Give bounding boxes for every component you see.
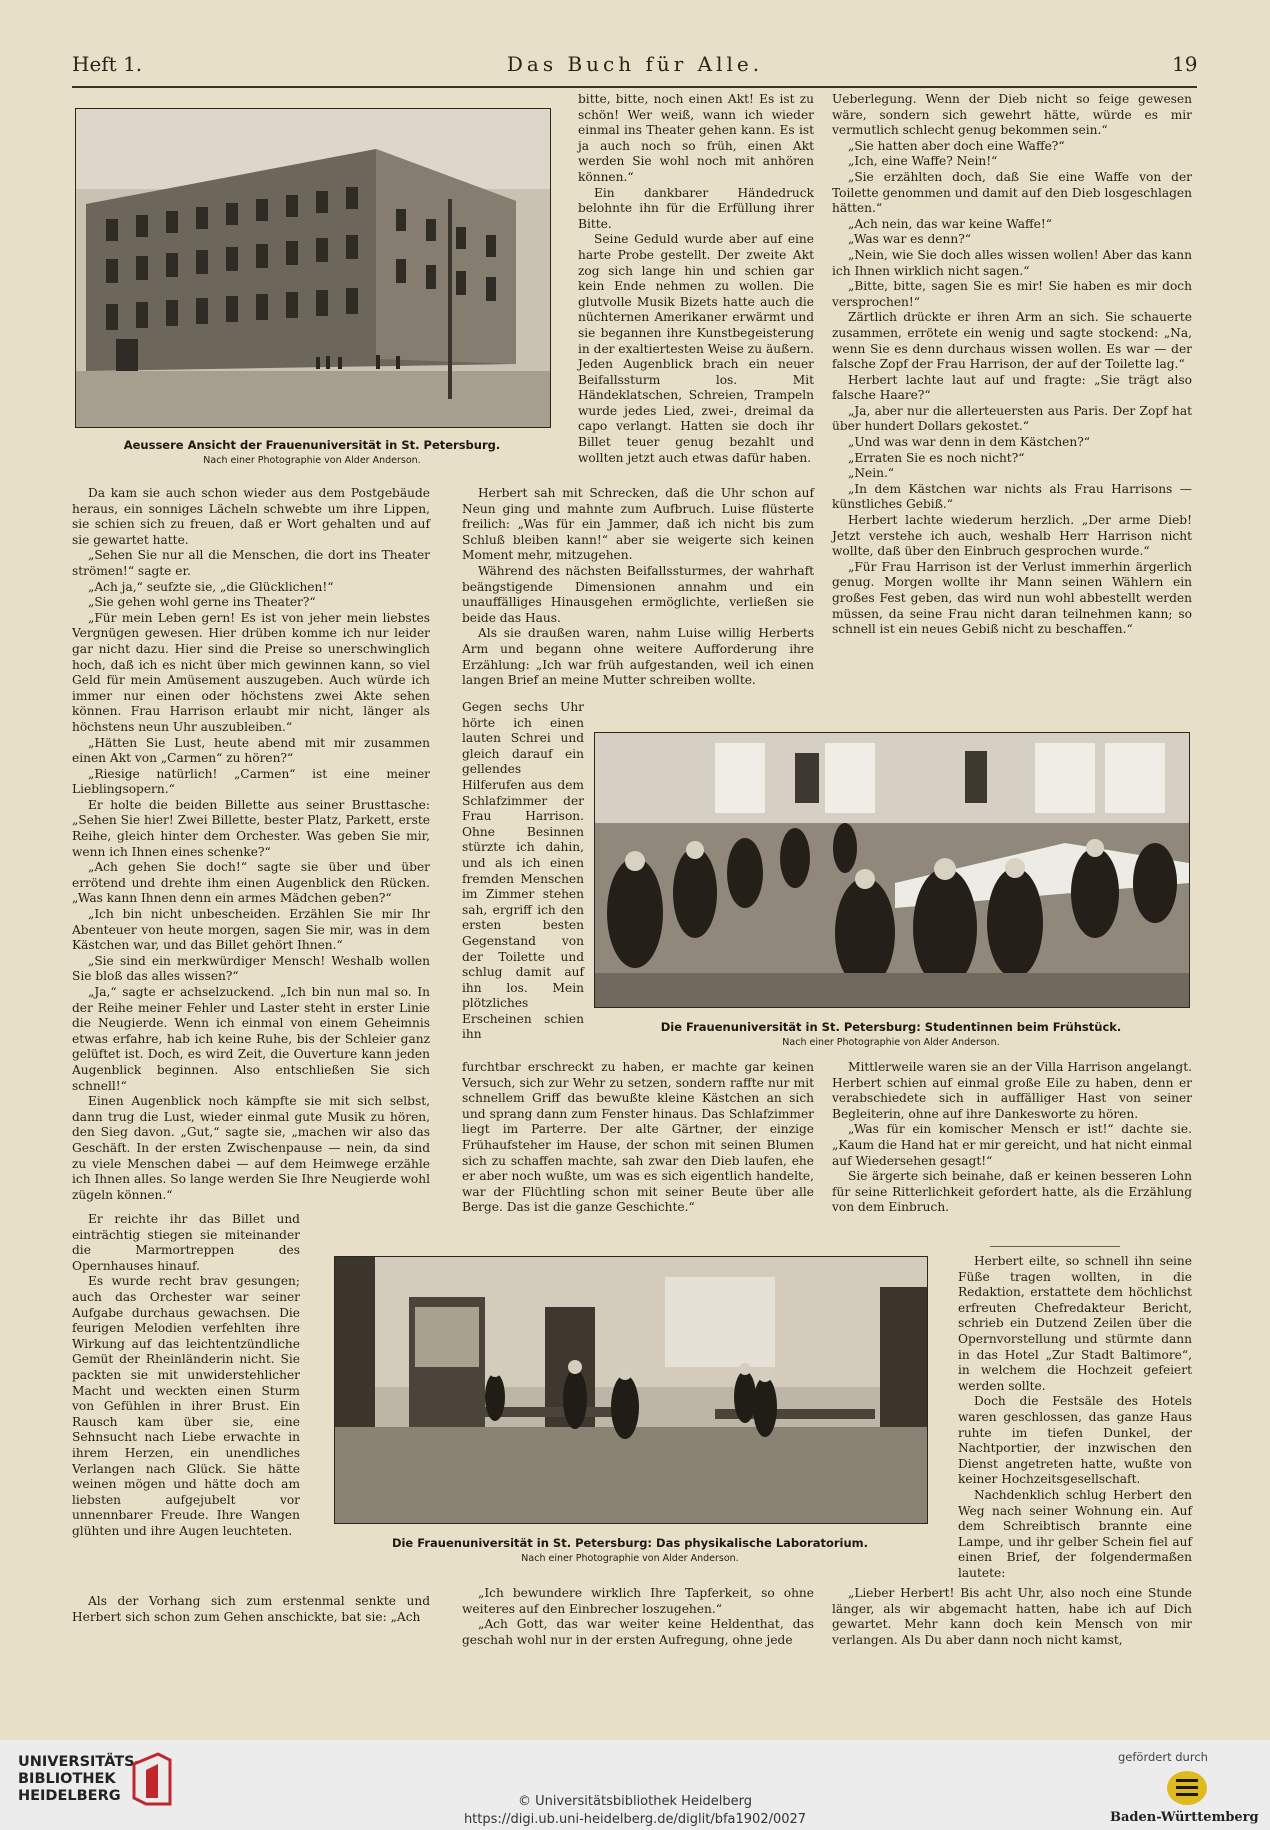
paragraph: „Ach gehen Sie doch!“ sagte sie über und über errötend und drehte ihm einen Augenblick den Rücken. „Was kann Ihnen denn ein armes Mädchen geben?“ xyxy=(72,860,430,906)
photo-exterior xyxy=(75,108,551,428)
paragraph: bitte, bitte, noch einen Akt! Es ist zu schön! Wer weiß, wann ich wieder einmal ins Theater gehen kann. Es ist ja auch noch so früh, einen Akt werden Sie wohl noch mit anhören können.“ xyxy=(578,92,814,184)
column-3-top xyxy=(832,92,1192,692)
caption-breakfast-title: Die Frauenuniversität in St. Petersburg: Studentinnen beim Frühstück. xyxy=(660,1020,1122,1034)
paragraph: Als der Vorhang sich zum erstenmal senkte und Herbert sich schon zum Gehen anschickte, bat sie: „Ach xyxy=(72,1594,430,1624)
caption-exterior-title: Aeussere Ansicht der Frauenuniversität in St. Petersburg. xyxy=(123,438,501,452)
library-name-line: BIBLIOTHEK xyxy=(18,1771,116,1787)
paragraph: „Sie hatten aber doch eine Waffe?“ xyxy=(848,138,1065,153)
caption-exterior xyxy=(75,438,549,466)
photo-breakfast xyxy=(594,732,1190,1008)
section-divider xyxy=(990,1246,1120,1247)
caption-breakfast xyxy=(594,1020,1188,1048)
paragraph: Herbert lachte laut auf und fragte: „Sie trägt also falsche Haare?“ xyxy=(832,372,1192,403)
copyright-notice: © Universitätsbibliothek Heidelberg xyxy=(517,1794,752,1809)
paragraph: Ein dankbarer Händedruck belohnte ihn für die Erfüllung ihrer Bitte. xyxy=(578,185,814,231)
journal-title: Das Buch für Alle. xyxy=(506,52,764,76)
paragraph: „Für Frau Harrison ist der Verlust immerhin ärgerlich genug. Morgen wollte ihr Mann seinen Wählern ein großes Fest geben, das wird nun wohl abbestellt werden müssen, da seine Frau nicht daran teilnehmen kann; so schnell ist ein neues Gebiß nicht zu beschaffen.“ xyxy=(832,559,1192,637)
paragraph: „Riesige natürlich! „Carmen“ ist eine meiner Lieblingsopern.“ xyxy=(72,766,430,797)
paragraph: „Ach Gott, das war weiter keine Heldenthat, das geschah wohl nur in der ersten Aufregung, ohne jede xyxy=(462,1617,814,1647)
paragraph: „Hätten Sie Lust, heute abend mit mir zusammen einen Akt von „Carmen“ zu hören?“ xyxy=(72,735,430,766)
paragraph: Gegen sechs Uhr hörte ich einen lauten Schrei und gleich darauf ein gellendes Hilferufen aus dem Schlafzimmer der Frau Harrison. Ohne Besinnen stürzte ich dahin, und als ich einen fremden Menschen im Zimmer stehen sah, ergriff ich den ersten besten Gegenstand von der Toilette und schlug damit auf ihn los. Mein plötzliches Erscheinen schien ihn xyxy=(462,700,584,1042)
funded-by-label: gefördert durch xyxy=(1118,1750,1208,1764)
column-2-lower xyxy=(462,1060,814,1220)
baden-wuerttemberg-seal-icon xyxy=(1158,1768,1216,1808)
library-name-line: UNIVERSITÄTS- xyxy=(18,1754,141,1770)
paragraph: „Und was war denn in dem Kästchen?“ xyxy=(848,435,1091,450)
paragraph: „Was für ein komischer Mensch er ist!“ dachte sie. „Kaum die Hand hat er mir gereicht, und hat nicht einmal auf Wiedersehen gesagt!“ xyxy=(832,1122,1192,1168)
source-url-link[interactable]: https://digi.ub.uni-heidelberg.de/diglit/bfa1902/0027 xyxy=(463,1812,807,1827)
paragraph: Ueberlegung. Wenn der Dieb nicht so feige gewesen wäre, sondern sich gewehrt hätte, würde es mir vermutlich schlecht genug bekommen sein.“ xyxy=(832,92,1192,138)
paragraph: Sie ärgerte sich beinahe, daß er keinen besseren Lohn für seine Ritterlichkeit gefordert hatte, als die Erzählung von dem Einbruch. xyxy=(832,1169,1192,1215)
paragraph: Da kam sie auch schon wieder aus dem Postgebäude heraus, ein sonniges Lächeln schwebte um ihre Lippen, sie schien sich zu freuen, daß er Wort gehalten und auf sie gewartet hatte. xyxy=(72,486,430,547)
paragraph: Nachdenklich schlug Herbert den Weg nach seiner Wohnung ein. Auf dem Schreibtisch brannte eine Lampe, und ihr gelber Schein fiel auf einen Brief, der folgendermaßen lautete: xyxy=(958,1487,1192,1580)
paragraph: „Ach nein, das war keine Waffe!“ xyxy=(848,216,1052,231)
column-3-bottom xyxy=(832,1586,1192,1662)
caption-laboratory-title: Die Frauenuniversität in St. Petersburg: Das physikalische Laboratorium. xyxy=(391,1536,869,1550)
caption-laboratory-credit: Nach einer Photographie von Alder Anderson. xyxy=(521,1553,739,1564)
paragraph: Während des nächsten Beifallssturmes, der wahrhaft beängstigende Dimensionen annahm und ein unauffälliges Hinausgehen ermöglichte, verließen sie beide das Haus. xyxy=(462,563,814,625)
paragraph: „Sie sind ein merkwürdiger Mensch! Weshalb wollen Sie bloß das alles wissen?“ xyxy=(72,953,430,984)
column-1-narrow xyxy=(72,1212,300,1542)
funder-name: Baden-Württemberg xyxy=(1110,1810,1259,1825)
paragraph: „Ja, aber nur die allerteuersten aus Paris. Der Zopf hat über hundert Dollars gekostet.“ xyxy=(832,403,1192,434)
paragraph: „Bitte, bitte, sagen Sie es mir! Sie haben es mir doch versprochen!“ xyxy=(832,279,1192,309)
paragraph: „Für mein Leben gern! Es ist von jeher mein liebstes Vergnügen gewesen. Hier drüben komme ich nur leider gar nicht dazu. Hier sind die Preise so unerschwinglich hoch, daß ich es nicht über mich gewinnen kann, so viel Geld für mein Amüsement auszugeben. Auch würde ich immer nur einen oder höchstens zwei Akte sehen können. Frau Harrison erlaubt mir nicht, länger als höchstens neun Uhr auszubleiben.“ xyxy=(72,610,430,734)
column-2-top xyxy=(578,92,814,482)
library-name-line: HEIDELBERG xyxy=(18,1788,121,1804)
paragraph: Als sie draußen waren, nahm Luise willig Herberts Arm und begann ohne weitere Aufforderung ihre Erzählung: „Ich war früh aufgestanden, weil ich einen langen Brief an meine Mutter schreiben wollte. xyxy=(462,626,814,688)
header-rule xyxy=(72,86,1197,88)
paragraph: Herbert lachte wiederum herzlich. „Der arme Dieb! Jetzt verstehe ich auch, weshalb Herr Harrison nicht wollte, daß über den Einbruch gesprochen wurde.“ xyxy=(832,513,1192,559)
paragraph: „Sehen Sie nur all die Menschen, die dort ins Theater strömen!“ sagte er. xyxy=(72,548,430,578)
paragraph: „Erraten Sie es noch nicht?“ xyxy=(848,450,1025,465)
column-1-bottom xyxy=(72,1594,430,1660)
paragraph: „Sie gehen wohl gerne ins Theater?“ xyxy=(88,595,316,610)
paragraph: „Ich bin nicht unbescheiden. Erzählen Sie mir Ihr Abenteuer von heute morgen, sagen Sie mir, was in dem Kästchen war, und das Billet gehört Ihnen.“ xyxy=(72,907,430,953)
paragraph: „Nein.“ xyxy=(848,466,895,481)
caption-laboratory xyxy=(334,1536,926,1564)
paragraph: „Ach ja,“ seufzte sie, „die Glücklichen!“ xyxy=(88,579,334,594)
paragraph: „In dem Kästchen war nichts als Frau Harrisons — künstliches Gebiß.“ xyxy=(832,481,1192,512)
paragraph: „Ich bewundere wirklich Ihre Tapferkeit, so ohne weiteres auf den Einbrecher loszugehen.“ xyxy=(462,1586,814,1616)
library-footer xyxy=(0,1740,1270,1830)
caption-breakfast-credit: Nach einer Photographie von Alder Anderson. xyxy=(782,1037,1000,1048)
paragraph: Herbert sah mit Schrecken, daß die Uhr schon auf Neun ging und mahnte zum Aufbruch. Luise flüsterte freilich: „Was für ein Jammer, daß ich nicht bis zum Schluß bleiben kann!“ aber sie weigerte sich keinen Moment mehr, mitzugehen. xyxy=(462,486,814,563)
paragraph: Mittlerweile waren sie an der Villa Harrison angelangt. Herbert schien auf einmal große Eile zu haben, denn er verabschiedete sich in auffälliger Hast von seiner Begleiterin, ohne auf ihre Dankesworte zu hören. xyxy=(832,1060,1192,1121)
column-2-middle xyxy=(462,486,814,696)
paragraph: Er holte die beiden Billette aus seiner Brusttasche: „Sehen Sie hier! Zwei Billette, bester Platz, Parkett, erste Reihe, gleich hinter dem Orchester. Was geben Sie mir, wenn ich Ihnen eines schenke?“ xyxy=(72,797,430,859)
paragraph: „Lieber Herbert! Bis acht Uhr, also noch eine Stunde länger, als wir abgemacht hatten, habe ich auf Dich gewartet. Mehr kann doch kein Mensch von mir verlangen. Als Du aber dann noch nicht kamst, xyxy=(832,1586,1192,1647)
photo-laboratory xyxy=(334,1256,928,1524)
column-3-narrow xyxy=(958,1254,1192,1580)
paragraph: Er reichte ihr das Billet und einträchtig stiegen sie miteinander die Marmortreppen des Opernhauses hinauf. xyxy=(72,1212,300,1273)
column-1-upper xyxy=(72,486,430,1208)
paragraph: Doch die Festsäle des Hotels waren geschlossen, das ganze Haus ruhte im tiefen Dunkel, der Nachtportier, der inzwischen den Dienst angetreten hatte, wußte von keiner Hochzeitsgesellschaft. xyxy=(958,1394,1192,1487)
column-3-middle xyxy=(832,1060,1192,1238)
paragraph: „Ja,“ sagte er achselzuckend. „Ich bin nun mal so. In der Reihe meiner Fehler und Laster steht in erster Linie die Neugierde. Wenn ich einmal von einem Geheimnis etwas erfahre, hab ich keine Ruhe, bis der Schleier ganz gelüftet ist. Doch, es wird Zeit, die Ouverture kann jeden Augenblick beginnen. Also entschließen Sie sich schnell!“ xyxy=(72,985,430,1093)
column-2-narrow xyxy=(462,700,584,1060)
paragraph: „Nein, wie Sie doch alles wissen wollen! Aber das kann ich Ihnen wirklich nicht sagen.“ xyxy=(832,247,1192,278)
paragraph: Zärtlich drückte er ihren Arm an sich. Sie schauerte zusammen, errötete ein wenig und sagte stockend: „Na, wenn Sie es denn durchaus wissen wollen. Es war — der falsche Zopf der Frau Harrison, der auf der Toilette lag.“ xyxy=(832,310,1192,372)
paragraph: Seine Geduld wurde aber auf eine harte Probe gestellt. Der zweite Akt zog sich lange hin und schien gar kein Ende nehmen zu wollen. Die glutvolle Musik Bizets hatte auch die nüchternen Amerikaner erwärmt und sie begannen ihre Kunstbegeisterung in der exaltiertesten Weise zu äußern. Jeden Augenblick brach ein neuer Beifallssturm los. Mit Händeklatschen, Schreien, Trampeln wurde jedes Lied, zwei-, dreimal da capo verlangt. Hatten sie doch ihr Billet teuer genug bezahlt und wollten jetzt auch etwas dafür haben. xyxy=(578,232,814,465)
issue-number: Heft 1. xyxy=(72,52,143,76)
paragraph: Herbert eilte, so schnell ihn seine Füße tragen wollten, in die Redaktion, erstattete dem höchlichst erfreuten Chefredakteur Bericht, schrieb ein Dutzend Zeilen über die Opernvorstellung und stürmte dann in das Hotel „Zur Stadt Baltimore“, in welchem die Hochzeit gefeiert werden sollte. xyxy=(958,1254,1192,1393)
caption-exterior-credit: Nach einer Photographie von Alder Anderson. xyxy=(203,455,421,466)
paragraph: „Was war es denn?“ xyxy=(848,232,971,247)
paragraph: Es wurde recht brav gesungen; auch das Orchester war seiner Aufgabe durchaus gewachsen. Die feurigen Melodien verfehlten ihre Wirkung auf das leichtentzündliche Gemüt der Rheinländerin nicht. Sie packten sie mit unwiderstehlicher Macht und weckten einen Sturm von Gefühlen in ihrer Brust. Ein Rausch kam über sie, eine Sehnsucht nach Liebe erwachte in ihrem Herzen, ein unendliches Verlangen nach Glück. Sie hätte weinen mögen und hätte doch am liebsten aufgejubelt vor unnennbarer Freude. Ihre Wangen glühten und ihre Augen leuchteten. xyxy=(72,1274,300,1538)
paragraph: Einen Augenblick noch kämpfte sie mit sich selbst, dann trug die Lust, wieder einmal gute Musik zu hören, den Sieg davon. „Gut,“ sagte sie, „machen wir also das Geschäft. In der ersten Zwischenpause — nein, da sind zu viele Menschen dabei — auf dem Heimwege erzähle ich Ihnen alles. So lange werden Sie Ihre Neugierde wohl zügeln können.“ xyxy=(72,1094,430,1202)
paragraph: „Ich, eine Waffe? Nein!“ xyxy=(848,154,998,169)
column-2-bottom xyxy=(462,1586,814,1662)
paragraph: „Sie erzählten doch, daß Sie eine Waffe von der Toilette genommen und damit auf den Dieb losgeschlagen hätten.“ xyxy=(832,169,1192,216)
page-number: 19 xyxy=(1172,52,1198,76)
paragraph: furchtbar erschreckt zu haben, er machte gar keinen Versuch, sich zur Wehr zu setzen, sondern raffte nur mit schnellem Griff das bewußte kleine Kästchen an sich und sprang dann zum Fenster hinaus. Das Schlafzimmer liegt im Parterre. Der alte Gärtner, der einzige Frühaufsteher im Hause, der schon mit seinen Blumen sich zu schaffen machte, sah zwar den Dieb laufen, ehe er aber noch wußte, um was es sich eigentlich handelte, war der Flüchtling schon mit seiner Beute über alle Berge. Das ist die ganze Geschichte.“ xyxy=(462,1060,814,1215)
